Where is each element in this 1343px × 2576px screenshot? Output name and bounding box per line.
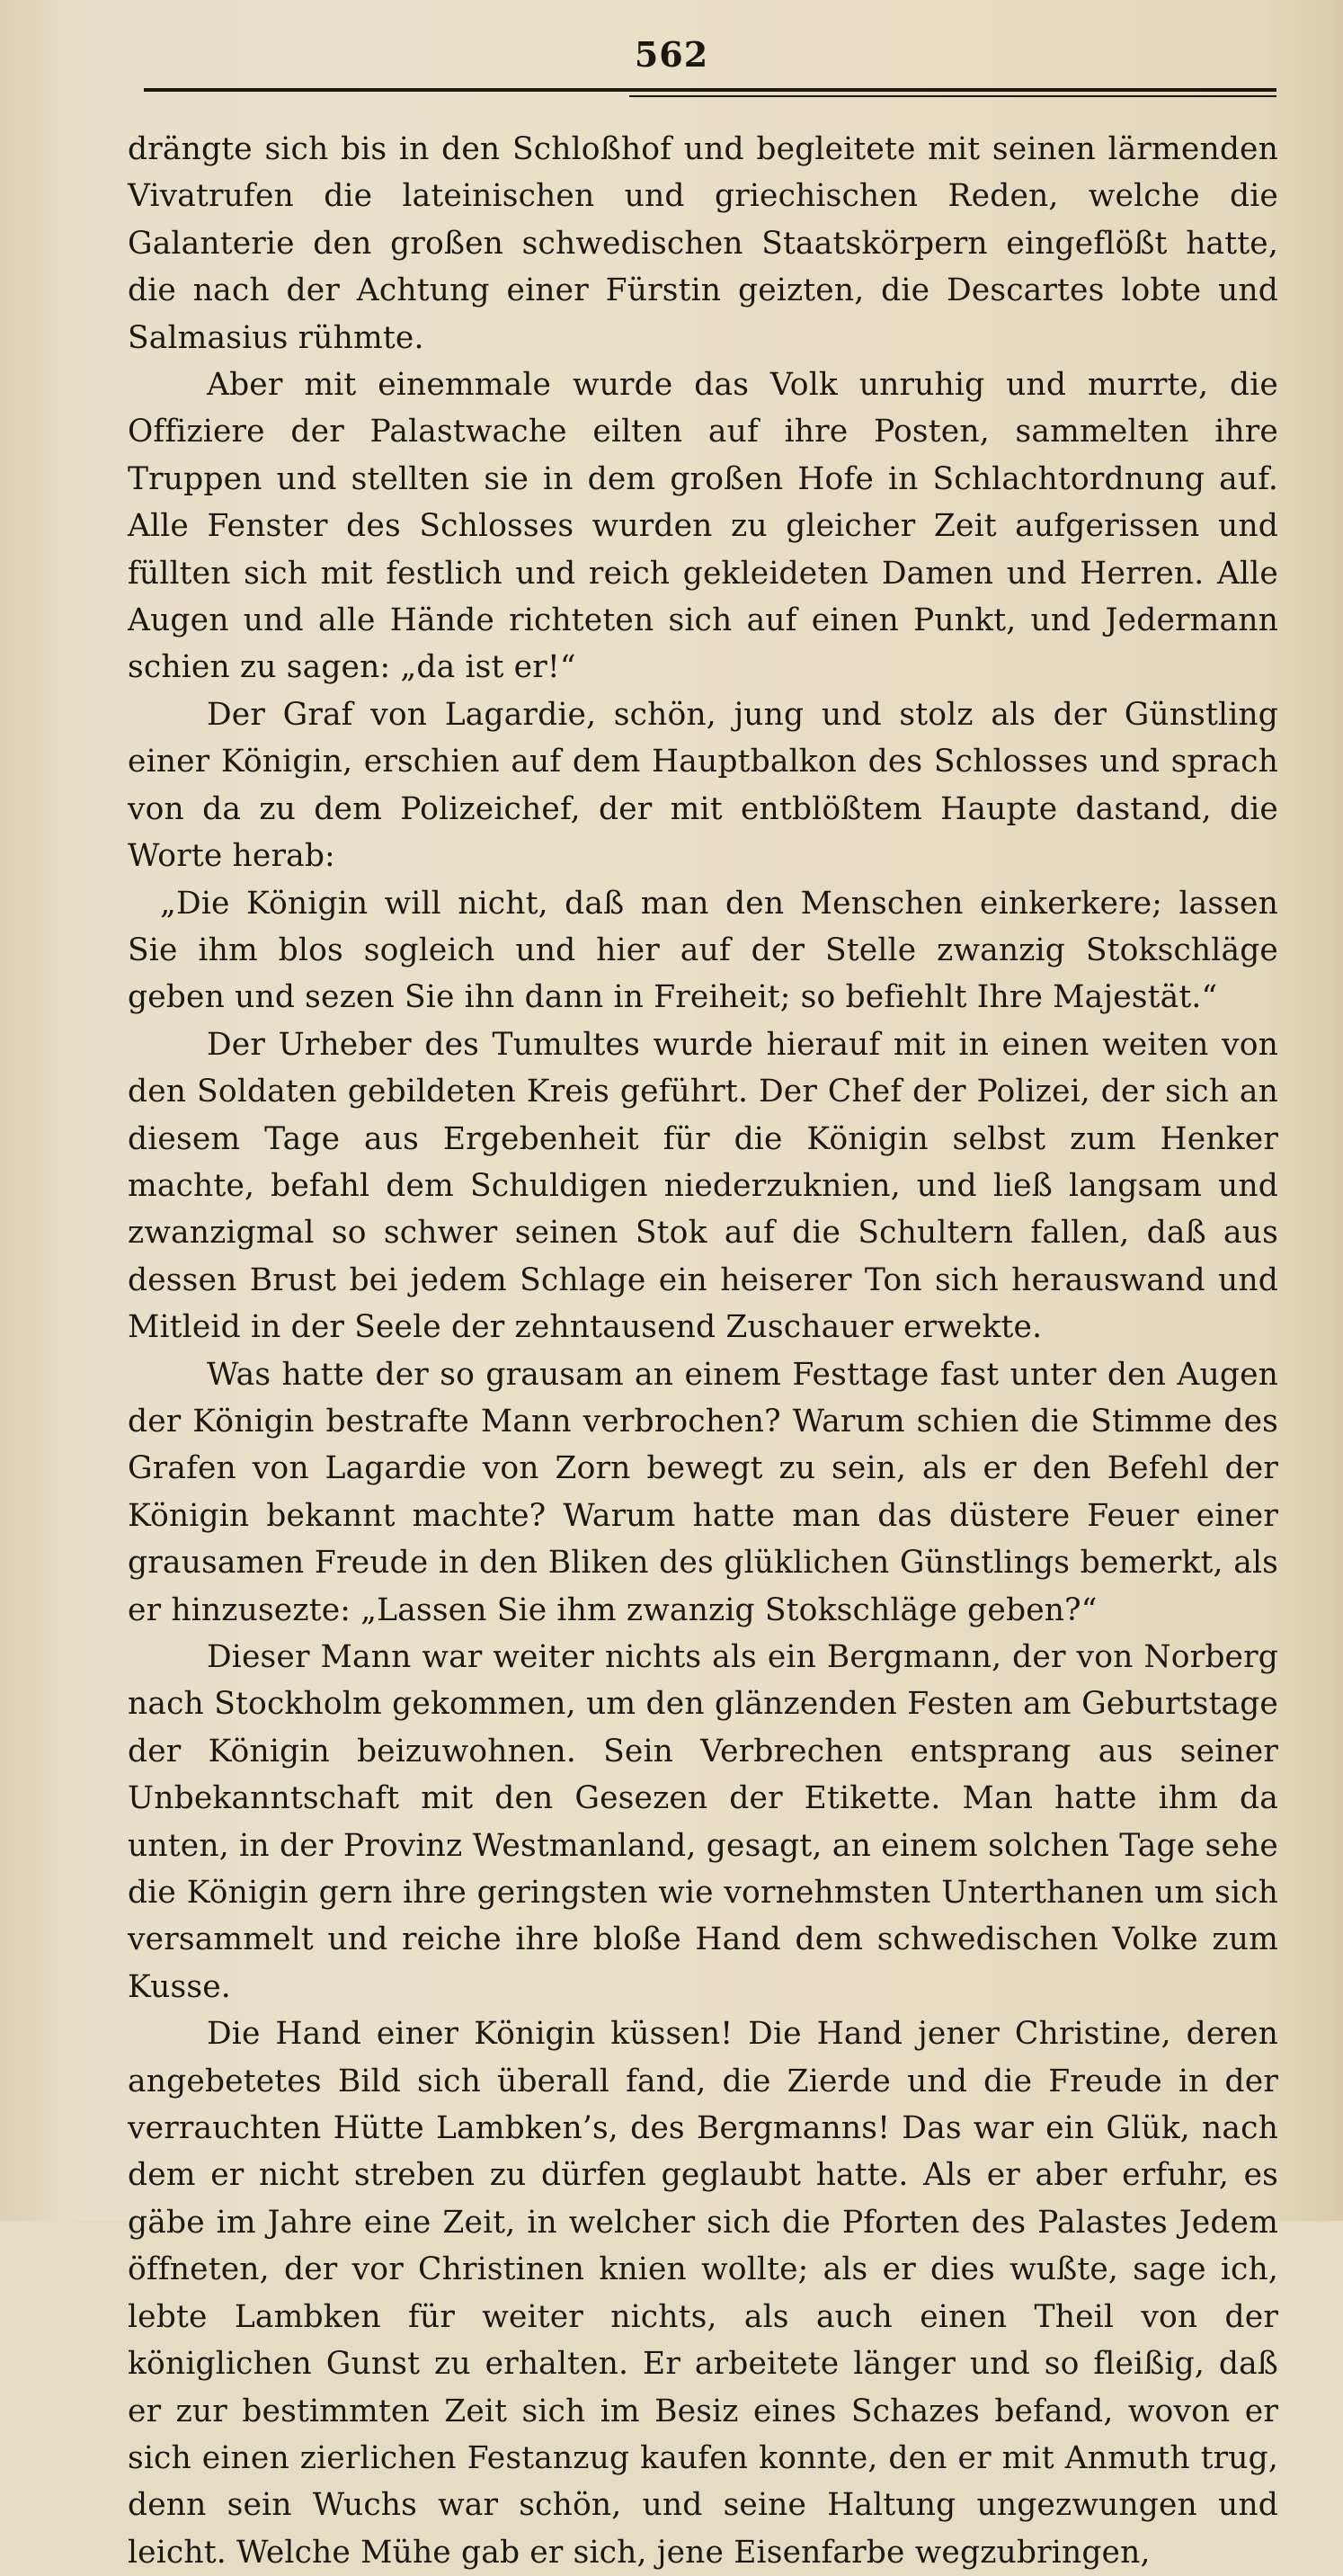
- header-rule: [144, 88, 1276, 92]
- quote-paragraph: „Die Königin will nicht, daß man den Menschen einkerkere; lassen Sie ihm blos sogleich und hier auf der Stelle zwanzig Stokschläge geben und sezen Sie ihn dann in Freiheit; so befiehlt Ihre Majestät.“: [128, 885, 1278, 1016]
- paragraph: Die Hand einer Königin küssen! Die Hand jener Christine, deren angebetetes Bild sich überall fand, die Zierde und die Freude in der verrauchten Hütte Lambken’s, des Bergmanns! Das war ein Glük, nach dem er nicht streben zu dürfen geglaubt hatte. Als er aber erfuhr, es gäbe im Jahre eine Zeit, in welcher sich die Pforten des Palastes Jedem öffneten, der vor Christinen knien wollte; als er dies wußte, sage ich, lebte Lambken für weiter nichts, als auch einen Theil von der königlichen Gunst zu erhalten. Er arbeitete länger und so fleißig, daß er zur bestimmten Zeit sich im Besiz eines Schazes befand, wovon er sich einen zierlichen Festanzug kaufen konnte, den er mit Anmuth trug, denn sein Wuchs war schön, und seine Haltung ungezwungen und leicht. Welche Mühe gab er sich, jene Eisenfarbe wegzubringen,: [128, 2016, 1278, 2571]
- paragraph: drängte sich bis in den Schloßhof und begleitete mit seinen lärmenden Vivatrufen die lateinischen und griechischen Reden, welche die Galanterie den großen schwedischen Staatskörpern eingeflößt hatte, die nach der Achtung einer Fürstin geizten, die Descartes lobte und Salmasius rühmte.: [128, 131, 1278, 356]
- body-text: [128, 126, 1278, 2576]
- paragraph: Aber mit einemmale wurde das Volk unruhig und murrte, die Offiziere der Palastwache eilten auf ihre Posten, sammelten ihre Truppen und stellten sie in dem großen Hofe in Schlachtordnung auf. Alle Fenster des Schlosses wurden zu gleicher Zeit aufgerissen und füllten sich mit festlich und reich gekleideten Damen und Herren. Alle Augen und alle Hände richteten sich auf einen Punkt, und Jedermann schien zu sagen: „da ist er!“: [128, 367, 1278, 686]
- paragraph: Dieser Mann war weiter nichts als ein Bergmann, der von Norberg nach Stockholm gekommen, um den glänzenden Festen am Geburtstage der Königin beizuwohnen. Sein Verbrechen entsprang aus seiner Unbekanntschaft mit den Gesezen der Etikette. Man hatte ihm da unten, in der Provinz Westmanland, gesagt, an einem solchen Tage sehe die Königin gern ihre geringsten wie vornehmsten Unterthanen um sich versammelt und reiche ihre bloße Hand dem schwedischen Volke zum Kusse.: [128, 1639, 1278, 2005]
- paragraph: Was hatte der so grausam an einem Festtage fast unter den Augen der Königin bestrafte Mann verbrochen? Warum schien die Stimme des Grafen von Lagardie von Zorn bewegt zu sein, als er den Befehl der Königin bekannt machte? Warum hatte man das düstere Feuer einer grausamen Freude in den Bliken des glüklichen Günstlings bemerkt, als er hinzusezte: „Lassen Sie ihm zwanzig Stokschläge geben?“: [128, 1356, 1278, 1628]
- page-number: 562: [634, 34, 709, 75]
- paragraph: Der Graf von Lagardie, schön, jung und stolz als der Günstling einer Königin, erschien auf dem Hauptbalkon des Schlosses und sprach von da zu dem Polizeichef, der mit entblößtem Haupte dastand, die Worte herab:: [128, 696, 1278, 875]
- paragraph: Der Urheber des Tumultes wurde hierauf mit in einen weiten von den Soldaten gebildeten Kreis geführt. Der Chef der Polizei, der sich an diesem Tage aus Ergebenheit für die Königin selbst zum Henker machte, befahl dem Schuldigen niederzuknien, und ließ langsam und zwanzigmal so schwer seinen Stok auf die Schultern fallen, daß aus dessen Brust bei jedem Schlage ein heiserer Ton sich herauswand und Mitleid in der Seele der zehntausend Zuschauer erwekte.: [128, 1026, 1278, 1346]
- header-rule-thin: [629, 95, 1276, 97]
